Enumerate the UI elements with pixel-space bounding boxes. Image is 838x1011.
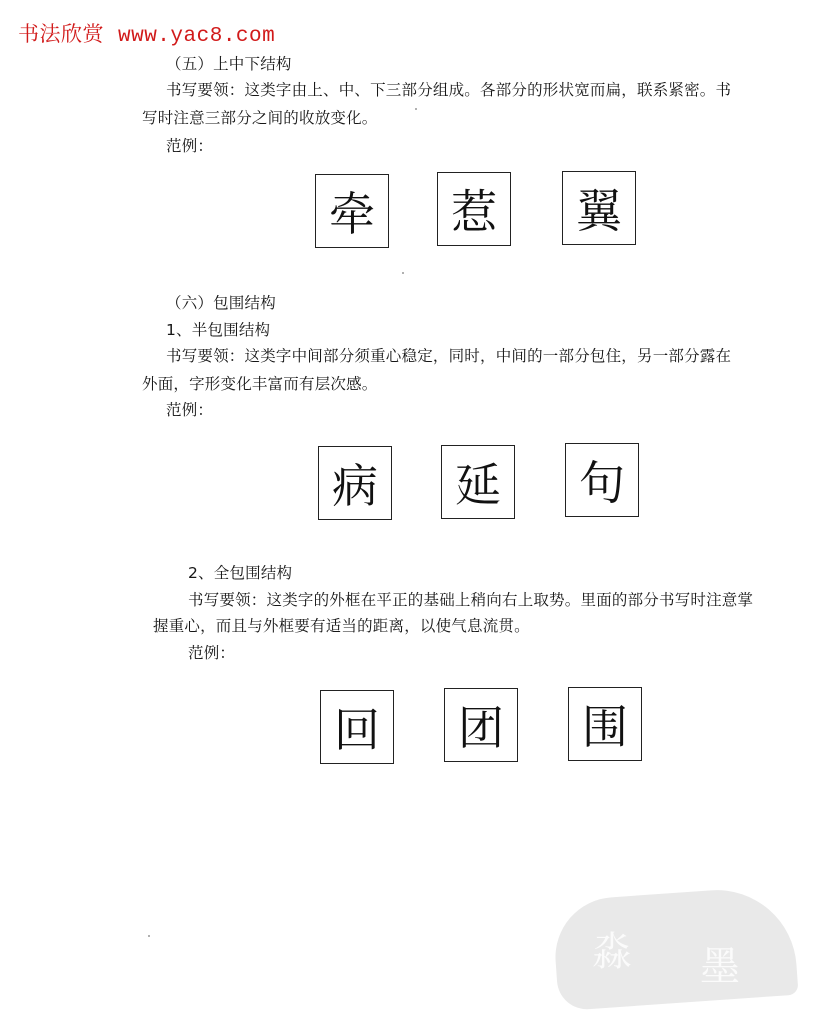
example-char-box <box>444 688 518 762</box>
example-char: 翼 <box>576 184 622 238</box>
example-char: 句 <box>579 456 625 510</box>
section-6-1-desc-line1: 书写要领：这类字中间部分须重心稳定，同时，中间的一部分包住，另一部分露在 <box>166 347 732 365</box>
section-6-1-desc-line2: 外面，字形变化丰富而有层次感。 <box>142 375 378 393</box>
seal-char: 墨 <box>700 944 740 990</box>
example-char: 围 <box>582 700 628 754</box>
section-5-desc-line2: 写时注意三部分之间的收放变化。 <box>142 109 378 127</box>
example-char-box <box>562 171 636 245</box>
scan-speck <box>402 272 404 274</box>
example-char: 延 <box>455 458 501 512</box>
example-char-box <box>318 446 392 520</box>
section-6-2-heading: 2、全包围结构 <box>188 564 293 582</box>
watermark-title: 书法欣赏 <box>18 22 104 46</box>
example-char: 团 <box>458 701 504 755</box>
scan-speck <box>148 935 150 937</box>
seal-char: 淼 <box>592 929 632 975</box>
section-5-heading: （五）上中下结构 <box>166 55 292 73</box>
example-char-box <box>568 687 642 761</box>
site-watermark <box>18 18 275 48</box>
scan-speck <box>415 108 417 110</box>
example-char: 病 <box>332 459 378 513</box>
example-char: 回 <box>334 703 380 757</box>
section-5-desc-line1: 书写要领：这类字由上、中、下三部分组成。各部分的形状宽而扁，联系紧密。书 <box>166 81 732 99</box>
example-char-box <box>565 443 639 517</box>
section-6-heading: （六）包围结构 <box>166 294 276 312</box>
section-6-1-heading: 1、半包围结构 <box>166 321 271 339</box>
section-5-example-label: 范例： <box>166 137 214 155</box>
seal-watermark <box>551 885 798 1011</box>
example-char-box <box>441 445 515 519</box>
section-6-1-example-label: 范例： <box>166 401 214 419</box>
section-6-2-example-label: 范例： <box>188 644 236 662</box>
example-char-box <box>437 172 511 246</box>
watermark-url: www.yac8.com <box>118 25 276 48</box>
section-6-2-desc-line1: 书写要领：这类字的外框在平正的基础上稍向右上取势。里面的部分书写时注意掌 <box>188 591 754 609</box>
example-char: 惹 <box>451 185 497 239</box>
example-char-box <box>315 174 389 248</box>
example-char: 牵 <box>329 187 375 241</box>
section-6-2-desc-line2: 握重心，而且与外框要有适当的距离，以使气息流贯。 <box>153 617 530 635</box>
example-char-box <box>320 690 394 764</box>
